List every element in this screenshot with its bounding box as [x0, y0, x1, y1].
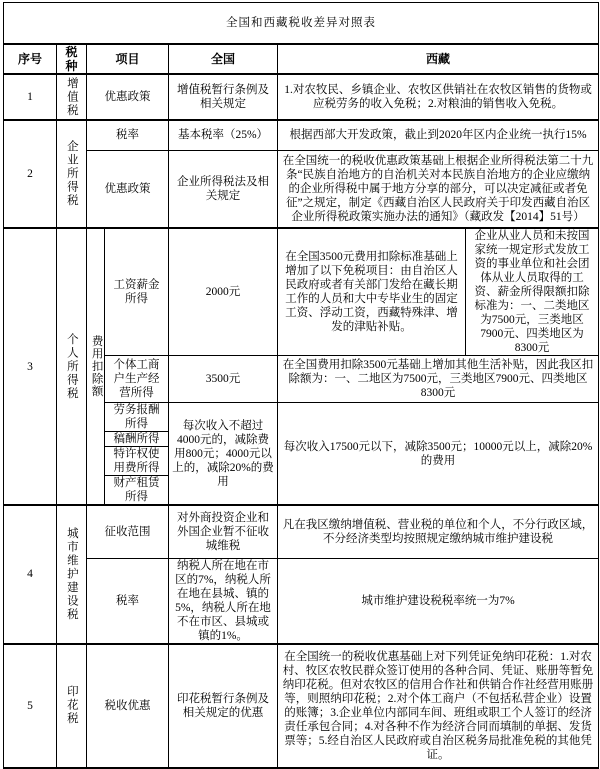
cell-r3-seq: 3	[4, 228, 57, 505]
table-row	[4, 150, 599, 228]
cell-r5-tibet: 在全国统一的税收优惠基础上对下列凭证免纳印花税：1.对农村、牧区农牧民群众签订使用的各种合同、凭证、账册等暂免纳印花税。但对农牧区的信用合作社和供销合作社经营用账册等，则照纳印花税；2.对个体工商户（不包括私营企业）设置的账簿；3.企业单位内部同车间、班组或职工个人签订的经济责任承包合同；4.对各种不作为经济合同而填制的单据、发货票等；5.经自治区人民政府或自治区税务局批准免税的其他凭证。	[278, 644, 599, 768]
col-header-tax-type: 税种	[57, 44, 87, 74]
cell-r4-seq: 4	[4, 505, 57, 644]
cell-r3-misc-item-royalty: 特许权使用费所得	[105, 447, 169, 476]
cell-r3-salary-tibet-left: 在全国3500元费用扣除标准基础上增加了以下免税项目：由自治区人民政府或者有关部门发给在藏长期工作的人员和大中专毕业生的固定工资、浮动工资，西藏特殊津、增发的津贴补贴。	[278, 228, 466, 356]
cell-r2-policy-national: 企业所得税法及相关规定	[169, 150, 278, 228]
col-header-item: 项目	[87, 44, 169, 74]
table-row	[4, 228, 599, 356]
cell-r3-salary-national: 2000元	[169, 228, 278, 356]
cell-r5-national: 印花税暂行条例及相关规定的优惠	[169, 644, 278, 768]
cell-r2-rate-tibet: 根据西部大开发政策，截止到2020年区内企业统一执行15%	[278, 120, 599, 150]
cell-r3-business-item: 个体工商户生产经营所得	[105, 356, 169, 403]
cell-r3-salary-item: 工资薪金所得	[105, 228, 169, 356]
table-row	[4, 74, 599, 120]
cell-r3-business-national: 3500元	[169, 356, 278, 403]
table-row	[4, 505, 599, 558]
cell-r4-scope-national: 对外商投资企业和外国企业暂不征收城维税	[169, 505, 278, 558]
tax-comparison-table	[3, 2, 599, 769]
cell-r3-misc-tibet: 每次收入17500元以下，减除3500元；10000元以上，减除20%的费用	[278, 403, 599, 506]
table-row	[4, 644, 599, 768]
cell-r3-tax-type	[57, 228, 87, 505]
vertical-text: 费用扣除额	[90, 335, 103, 398]
vertical-text: 城市维护建设税	[65, 527, 78, 622]
cell-r1-seq: 1	[4, 74, 57, 120]
page-title: 全国和西藏税收差异对照表	[4, 3, 599, 45]
cell-r2-rate-national: 基本税率（25%）	[169, 120, 278, 150]
table-row	[4, 558, 599, 644]
cell-r3-salary-tibet-right: 企业从业人员和未按国家统一规定形式发放工资的事业单位和社会团体从业人员取得的工资、薪金所得限额扣除标准为：一、二类地区为7500元，三类地区7900元、四类地区为8300元	[466, 228, 599, 356]
cell-r3-misc-item-labor: 劳务报酬所得	[105, 403, 169, 432]
cell-r3-misc-item-manuscript: 稿酬所得	[105, 432, 169, 447]
cell-r2-seq: 2	[4, 120, 57, 228]
cell-r2-policy-item: 优惠政策	[87, 150, 169, 228]
cell-r5-item: 税收优惠	[87, 644, 169, 768]
col-header-national: 全国	[169, 44, 278, 74]
cell-r5-tax-type	[57, 644, 87, 768]
vertical-text: 增值税	[65, 76, 78, 118]
cell-r3-misc-item-property-lease: 财产租赁所得	[105, 476, 169, 506]
cell-r2-tax-type	[57, 120, 87, 228]
cell-r1-national: 增值税暂行条例及相关规定	[169, 74, 278, 120]
cell-r3-group	[87, 228, 105, 505]
cell-r4-tax-type	[57, 505, 87, 644]
table-header-row	[4, 44, 599, 74]
cell-r3-business-tibet: 在全国费用扣除3500元基础上增加其他生活补贴，因此我区扣除额为：一、二地区为7500元，三类地区7900元、四类地区8300元	[278, 356, 599, 403]
cell-r1-tax-type	[57, 74, 87, 120]
cell-r5-seq: 5	[4, 644, 57, 768]
col-header-tibet: 西藏	[278, 44, 599, 74]
cell-r2-policy-tibet: 在全国统一的税收优惠政策基础上根据企业所得税法第二十九条“民族自治地方的自治机关对本民族自治地方的企业应缴纳的企业所得税中属于地方分享的部分，可以决定减征或者免征”之规定，制定《西藏自治区人民政府关于印发西藏自治区企业所得税政策实施办法的通知》（藏政发【2014】51号）	[278, 150, 599, 228]
cell-r3-misc-national: 每次收入不超过4000元的，减除费用800元；4000元以上的，减除20%的费用	[169, 403, 278, 506]
cell-r2-rate-item: 税率	[87, 120, 169, 150]
cell-r1-tibet: 1.对农牧民、乡镇企业、农牧区供销社在农牧区销售的货物或应税劳务的收入免税；2.对粮油的销售收入免税。	[278, 74, 599, 120]
cell-r4-scope-item: 征收范围	[87, 505, 169, 558]
vertical-text: 企业所得税	[65, 140, 78, 208]
table-row	[4, 120, 599, 150]
cell-r4-rate-item: 税率	[87, 558, 169, 644]
vertical-text: 印花税	[65, 685, 78, 726]
cell-r1-item: 优惠政策	[87, 74, 169, 120]
cell-r4-scope-tibet: 凡在我区缴纳增值税、营业税的单位和个人，不分行政区域，不分经济类型均按照规定缴纳城市维护建设税	[278, 505, 599, 558]
vertical-text: 个人所得税	[65, 332, 78, 401]
cell-r4-rate-national: 纳税人所在地在市区的7%，纳税人所在地在县城、镇的5%，纳税人所在地不在市区、县城或镇的1%。	[169, 558, 278, 644]
col-header-seq: 序号	[4, 44, 57, 74]
cell-r4-rate-tibet: 城市维护建设税税率统一为7%	[278, 558, 599, 644]
